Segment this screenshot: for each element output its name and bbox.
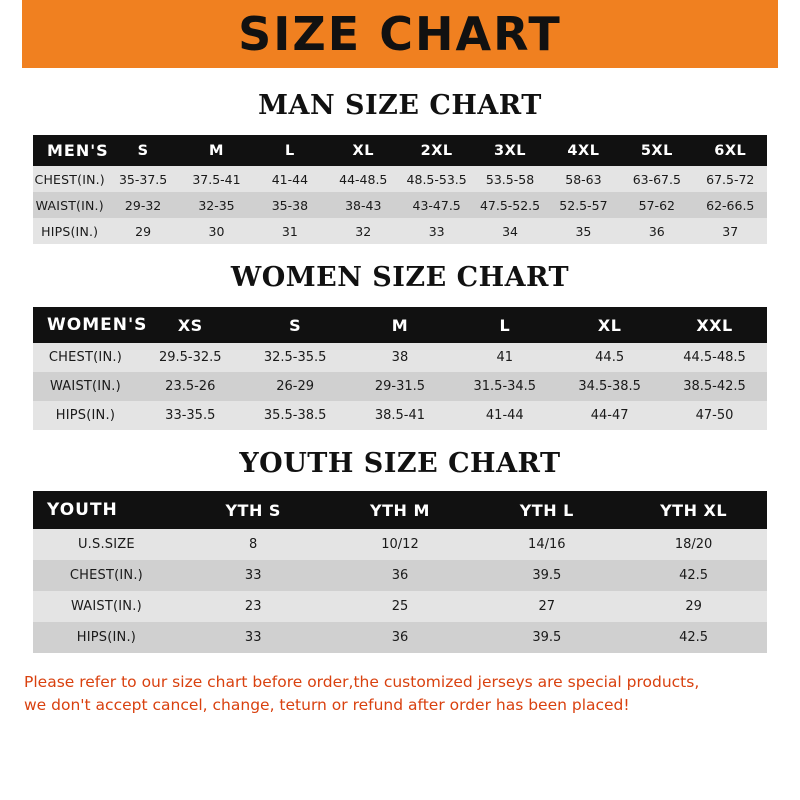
table-cell: 29-31.5 xyxy=(348,372,453,401)
table-cell: 57-62 xyxy=(620,192,693,218)
table-cell: 41-44 xyxy=(452,401,557,430)
table-cell: 44-48.5 xyxy=(327,166,400,192)
table-cell: 38.5-41 xyxy=(348,401,453,430)
women-col-xs: XS xyxy=(177,315,203,335)
men-col-xl: XL xyxy=(352,142,374,159)
table-cell: 35-38 xyxy=(253,192,326,218)
table-cell: 27 xyxy=(473,591,620,622)
table-cell: 36 xyxy=(327,622,474,653)
table-cell: 37 xyxy=(694,218,767,244)
men-row-label-hips: HIPS(IN.) xyxy=(33,218,106,244)
table-header-row xyxy=(33,491,767,529)
table-header-row xyxy=(33,307,767,343)
men-col-5xl: 5XL xyxy=(640,142,673,159)
youth-row-label-chest: CHEST(IN.) xyxy=(33,560,180,591)
youth-row-label-waist: WAIST(IN.) xyxy=(33,591,180,622)
youth-col-xl: YTH XL xyxy=(660,500,728,520)
youth-size-table xyxy=(33,491,767,653)
table-cell: 53.5-58 xyxy=(473,166,546,192)
footer-note-line-2: we don't accept cancel, change, teturn or refund after order has been placed! xyxy=(24,696,630,715)
table-row xyxy=(33,560,767,591)
women-col-l: L xyxy=(499,315,511,335)
table-cell: 44.5-48.5 xyxy=(662,343,767,372)
table-row xyxy=(33,166,767,192)
men-corner-label: MEN'S xyxy=(47,141,109,160)
header-left-edge xyxy=(0,0,22,68)
page-title: SIZE CHART xyxy=(238,7,562,61)
table-cell: 67.5-72 xyxy=(694,166,767,192)
table-cell: 35.5-38.5 xyxy=(243,401,348,430)
table-cell: 42.5 xyxy=(620,622,767,653)
table-cell: 47-50 xyxy=(662,401,767,430)
men-col-4xl: 4XL xyxy=(567,142,600,159)
table-cell: 36 xyxy=(327,560,474,591)
table-row xyxy=(33,401,767,430)
table-cell: 23 xyxy=(180,591,327,622)
women-col-xl: XL xyxy=(597,315,622,335)
table-cell: 29 xyxy=(106,218,179,244)
men-size-table xyxy=(33,135,767,244)
men-col-m: M xyxy=(209,142,224,159)
women-section-title: WOMEN SIZE CHART xyxy=(230,262,570,293)
men-col-6xl: 6XL xyxy=(714,142,747,159)
table-cell: 23.5-26 xyxy=(138,372,243,401)
table-cell: 39.5 xyxy=(473,560,620,591)
table-cell: 33 xyxy=(180,622,327,653)
women-col-xxl: XXL xyxy=(696,315,733,335)
header-band xyxy=(0,0,800,68)
table-cell: 31.5-34.5 xyxy=(452,372,557,401)
table-cell: 37.5-41 xyxy=(180,166,253,192)
table-cell: 26-29 xyxy=(243,372,348,401)
men-col-l: L xyxy=(284,142,295,159)
table-cell: 38-43 xyxy=(327,192,400,218)
table-cell: 25 xyxy=(327,591,474,622)
table-cell: 18/20 xyxy=(620,529,767,560)
youth-row-label-hips: HIPS(IN.) xyxy=(33,622,180,653)
table-cell: 41-44 xyxy=(253,166,326,192)
table-cell: 44-47 xyxy=(557,401,662,430)
women-col-s: S xyxy=(289,315,302,335)
women-row-label-waist: WAIST(IN.) xyxy=(33,372,138,401)
table-cell: 47.5-52.5 xyxy=(473,192,546,218)
men-table-head xyxy=(33,135,767,166)
table-cell: 29 xyxy=(620,591,767,622)
women-row-label-hips: HIPS(IN.) xyxy=(33,401,138,430)
table-cell: 48.5-53.5 xyxy=(400,166,473,192)
table-row xyxy=(33,218,767,244)
table-cell: 32-35 xyxy=(180,192,253,218)
youth-size-table-wrap xyxy=(0,491,800,653)
youth-col-m: YTH M xyxy=(370,500,430,520)
table-cell: 32 xyxy=(327,218,400,244)
table-cell: 8 xyxy=(180,529,327,560)
table-cell: 38.5-42.5 xyxy=(662,372,767,401)
women-size-table xyxy=(33,307,767,430)
table-row xyxy=(33,192,767,218)
men-row-label-waist: WAIST(IN.) xyxy=(33,192,106,218)
table-cell: 33 xyxy=(180,560,327,591)
women-table-body xyxy=(33,343,767,430)
men-row-label-chest: CHEST(IN.) xyxy=(33,166,106,192)
youth-col-l: YTH L xyxy=(519,500,574,520)
table-cell: 44.5 xyxy=(557,343,662,372)
header-right-edge xyxy=(778,0,800,68)
table-row xyxy=(33,622,767,653)
table-cell: 34.5-38.5 xyxy=(557,372,662,401)
women-col-m: M xyxy=(391,315,409,335)
women-table-head xyxy=(33,307,767,343)
table-cell: 31 xyxy=(253,218,326,244)
table-row xyxy=(33,343,767,372)
men-table-body xyxy=(33,166,767,244)
table-cell: 43-47.5 xyxy=(400,192,473,218)
table-cell: 41 xyxy=(452,343,557,372)
men-col-s: S xyxy=(137,142,149,159)
table-cell: 62-66.5 xyxy=(694,192,767,218)
youth-col-s: YTH S xyxy=(225,500,281,520)
women-row-label-chest: CHEST(IN.) xyxy=(33,343,138,372)
table-row xyxy=(33,591,767,622)
youth-table-head xyxy=(33,491,767,529)
youth-corner-label: YOUTH xyxy=(47,500,118,520)
women-corner-label: WOMEN'S xyxy=(47,315,148,335)
table-row xyxy=(33,372,767,401)
table-cell: 35 xyxy=(547,218,620,244)
table-cell: 10/12 xyxy=(327,529,474,560)
table-cell: 42.5 xyxy=(620,560,767,591)
youth-section-title: YOUTH SIZE CHART xyxy=(239,448,561,479)
women-size-table-wrap xyxy=(0,307,800,430)
table-cell: 34 xyxy=(473,218,546,244)
table-cell: 30 xyxy=(180,218,253,244)
table-cell: 35-37.5 xyxy=(106,166,179,192)
men-size-table-wrap xyxy=(0,135,800,244)
footer-note xyxy=(0,671,800,718)
men-col-2xl: 2XL xyxy=(420,142,453,159)
table-cell: 52.5-57 xyxy=(547,192,620,218)
table-cell: 38 xyxy=(348,343,453,372)
men-col-3xl: 3XL xyxy=(494,142,527,159)
men-section-title: MAN SIZE CHART xyxy=(258,90,542,121)
table-row xyxy=(33,529,767,560)
table-cell: 33 xyxy=(400,218,473,244)
table-cell: 29-32 xyxy=(106,192,179,218)
table-cell: 14/16 xyxy=(473,529,620,560)
table-cell: 29.5-32.5 xyxy=(138,343,243,372)
table-cell: 63-67.5 xyxy=(620,166,693,192)
footer-note-line-1: Please refer to our size chart before order,the customized jerseys are special products, xyxy=(24,673,700,691)
table-cell: 36 xyxy=(620,218,693,244)
table-cell: 58-63 xyxy=(547,166,620,192)
youth-row-label-ussize: U.S.SIZE xyxy=(33,529,180,560)
table-cell: 39.5 xyxy=(473,622,620,653)
table-header-row xyxy=(33,135,767,166)
table-cell: 33-35.5 xyxy=(138,401,243,430)
youth-table-body xyxy=(33,529,767,653)
table-cell: 32.5-35.5 xyxy=(243,343,348,372)
